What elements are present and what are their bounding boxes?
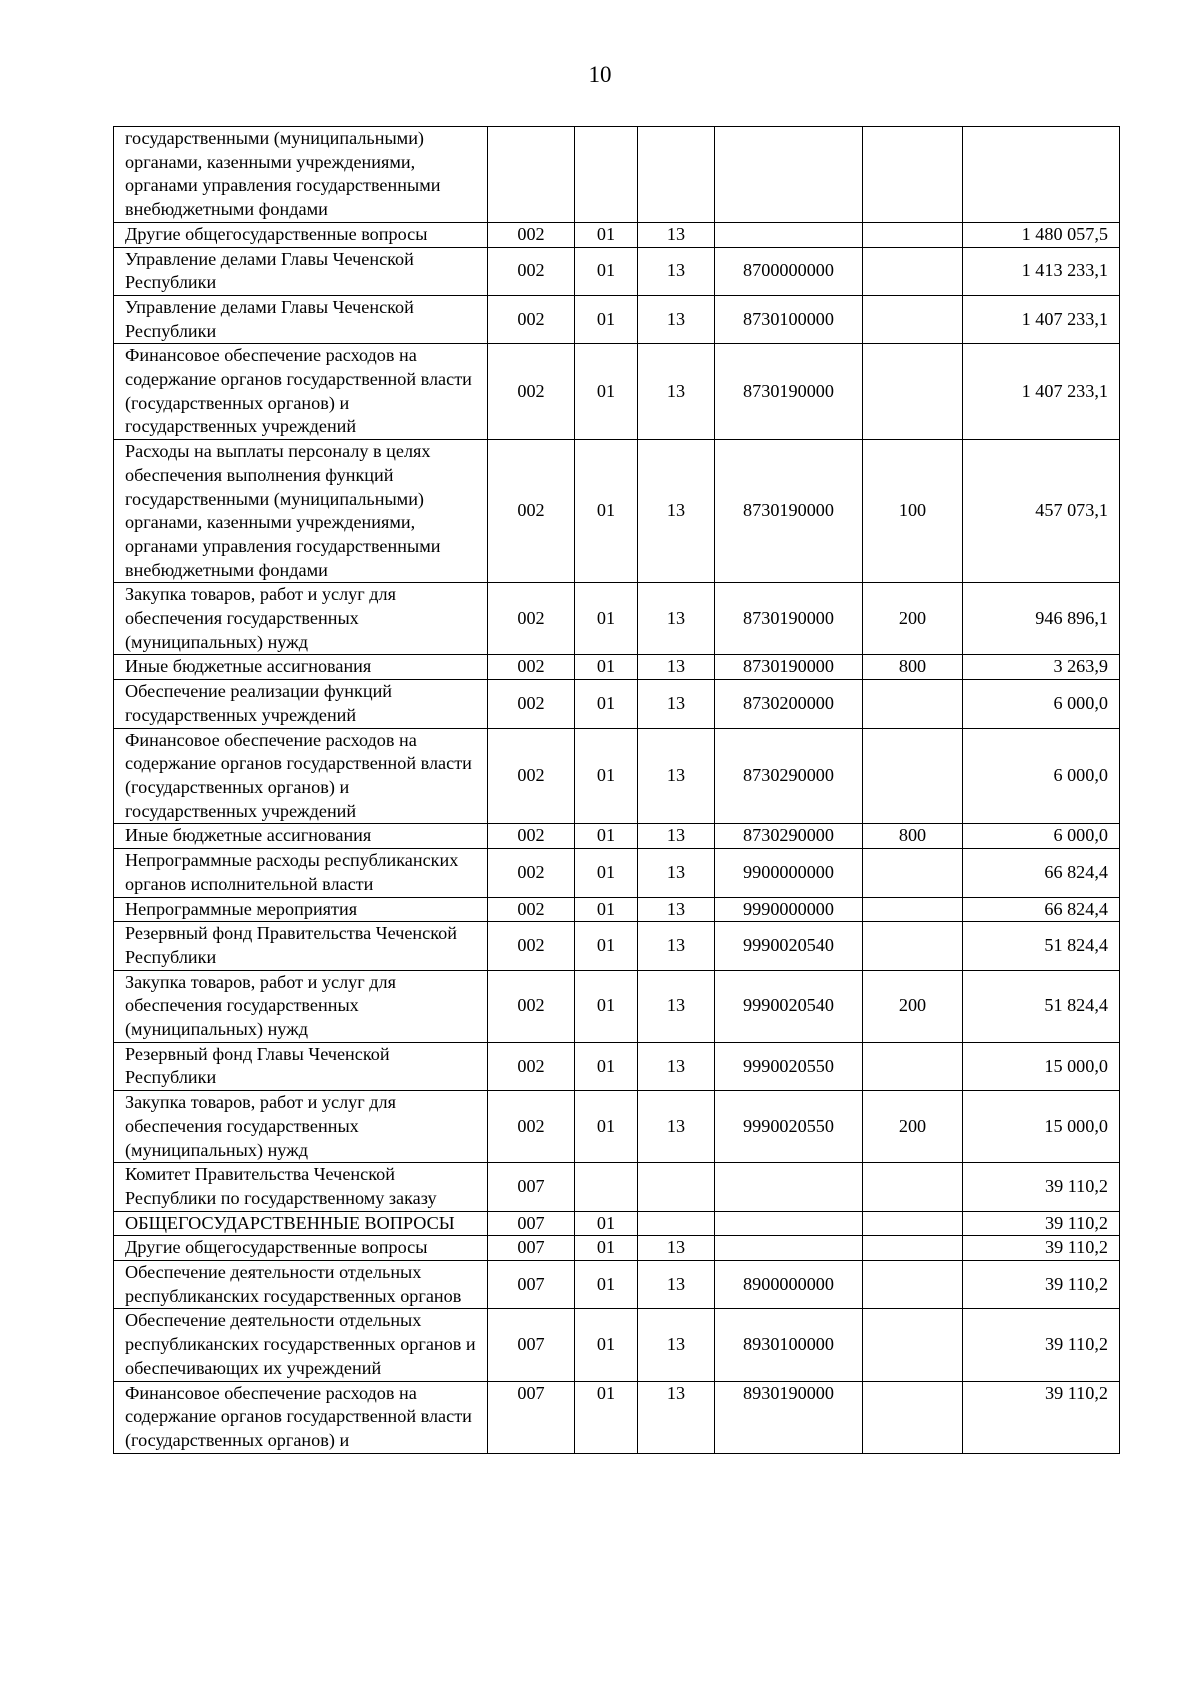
- cell-amount: 1 480 057,5: [963, 222, 1120, 247]
- cell-target-article: 8730290000: [715, 728, 863, 824]
- cell-name: Иные бюджетные ассигнования: [114, 655, 488, 680]
- cell-target-article: 8730190000: [715, 344, 863, 440]
- cell-expense-type: [863, 1042, 963, 1090]
- table-row: [114, 1042, 1120, 1090]
- cell-amount: 66 824,4: [963, 849, 1120, 897]
- cell-target-article: 9990020550: [715, 1042, 863, 1090]
- cell-subsection-code: 13: [638, 344, 715, 440]
- cell-section-code: 01: [575, 1091, 638, 1163]
- table-row: [114, 922, 1120, 970]
- cell-expense-type: [863, 1163, 963, 1211]
- table-row: [114, 1163, 1120, 1211]
- cell-section-code: 01: [575, 1042, 638, 1090]
- cell-ministry-code: 002: [488, 922, 575, 970]
- cell-expense-type: 800: [863, 655, 963, 680]
- cell-ministry-code: [488, 127, 575, 223]
- cell-ministry-code: 002: [488, 1091, 575, 1163]
- cell-expense-type: [863, 922, 963, 970]
- cell-ministry-code: 002: [488, 1042, 575, 1090]
- cell-amount: 51 824,4: [963, 970, 1120, 1042]
- table-body: [114, 127, 1120, 1454]
- cell-target-article: 8900000000: [715, 1261, 863, 1309]
- table-row: [114, 583, 1120, 655]
- cell-name: Непрограммные мероприятия: [114, 897, 488, 922]
- cell-amount: 1 407 233,1: [963, 344, 1120, 440]
- cell-ministry-code: 002: [488, 440, 575, 583]
- cell-target-article: [715, 1236, 863, 1261]
- cell-subsection-code: 13: [638, 680, 715, 728]
- cell-section-code: 01: [575, 1236, 638, 1261]
- cell-ministry-code: 002: [488, 583, 575, 655]
- cell-amount: 39 110,2: [963, 1261, 1120, 1309]
- cell-target-article: 9990000000: [715, 897, 863, 922]
- cell-target-article: 9990020550: [715, 1091, 863, 1163]
- cell-expense-type: [863, 728, 963, 824]
- table-row: [114, 344, 1120, 440]
- cell-subsection-code: 13: [638, 440, 715, 583]
- cell-target-article: 8700000000: [715, 247, 863, 295]
- cell-subsection-code: 13: [638, 897, 715, 922]
- cell-subsection-code: 13: [638, 247, 715, 295]
- cell-target-article: 8930190000: [715, 1381, 863, 1453]
- cell-name: Управление делами Главы Чеченской Республики: [114, 295, 488, 343]
- cell-name: Расходы на выплаты персоналу в целях обеспечения выполнения функций государственными (муниципальными) органами, казенными учреждениями, органами управления государственными внебюджетными фондами: [114, 440, 488, 583]
- cell-expense-type: 200: [863, 1091, 963, 1163]
- cell-expense-type: 200: [863, 583, 963, 655]
- cell-amount: 39 110,2: [963, 1309, 1120, 1381]
- cell-name: Резервный фонд Правительства Чеченской Республики: [114, 922, 488, 970]
- cell-name: Закупка товаров, работ и услуг для обеспечения государственных (муниципальных) нужд: [114, 970, 488, 1042]
- cell-subsection-code: 13: [638, 583, 715, 655]
- cell-expense-type: [863, 1261, 963, 1309]
- cell-expense-type: [863, 222, 963, 247]
- cell-amount: 946 896,1: [963, 583, 1120, 655]
- table-row: [114, 680, 1120, 728]
- table-row: [114, 295, 1120, 343]
- cell-amount: 6 000,0: [963, 680, 1120, 728]
- cell-target-article: 8730290000: [715, 824, 863, 849]
- cell-expense-type: [863, 897, 963, 922]
- cell-amount: 15 000,0: [963, 1042, 1120, 1090]
- cell-name: Иные бюджетные ассигнования: [114, 824, 488, 849]
- table-row: [114, 127, 1120, 223]
- cell-name: Управление делами Главы Чеченской Республики: [114, 247, 488, 295]
- cell-amount: 39 110,2: [963, 1381, 1120, 1453]
- cell-expense-type: [863, 344, 963, 440]
- cell-name: ОБЩЕГОСУДАРСТВЕННЫЕ ВОПРОСЫ: [114, 1211, 488, 1236]
- cell-section-code: 01: [575, 440, 638, 583]
- table-row: [114, 440, 1120, 583]
- budget-table: [113, 126, 1120, 1454]
- cell-amount: 457 073,1: [963, 440, 1120, 583]
- cell-ministry-code: 002: [488, 970, 575, 1042]
- cell-amount: 51 824,4: [963, 922, 1120, 970]
- cell-amount: 1 413 233,1: [963, 247, 1120, 295]
- table-row: [114, 1211, 1120, 1236]
- cell-subsection-code: 13: [638, 222, 715, 247]
- cell-name: Финансовое обеспечение расходов на содержание органов государственной власти (государственных органов) и: [114, 1381, 488, 1453]
- table-row: [114, 247, 1120, 295]
- cell-name: Финансовое обеспечение расходов на содержание органов государственной власти (государственных органов) и государственных учреждений: [114, 728, 488, 824]
- cell-name: государственными (муниципальными) органами, казенными учреждениями, органами управления государственными внебюджетными фондами: [114, 127, 488, 223]
- cell-subsection-code: [638, 1163, 715, 1211]
- cell-ministry-code: 007: [488, 1236, 575, 1261]
- cell-name: Обеспечение деятельности отдельных республиканских государственных органов и обеспечивающих их учреждений: [114, 1309, 488, 1381]
- cell-amount: 6 000,0: [963, 728, 1120, 824]
- cell-ministry-code: 002: [488, 728, 575, 824]
- table-row: [114, 849, 1120, 897]
- cell-amount: 39 110,2: [963, 1163, 1120, 1211]
- cell-section-code: 01: [575, 583, 638, 655]
- cell-expense-type: [863, 1236, 963, 1261]
- cell-ministry-code: 002: [488, 680, 575, 728]
- cell-expense-type: [863, 1211, 963, 1236]
- cell-expense-type: [863, 247, 963, 295]
- cell-subsection-code: 13: [638, 1309, 715, 1381]
- table-row: [114, 970, 1120, 1042]
- cell-expense-type: [863, 680, 963, 728]
- cell-target-article: 8730190000: [715, 583, 863, 655]
- cell-ministry-code: 007: [488, 1163, 575, 1211]
- cell-expense-type: 100: [863, 440, 963, 583]
- cell-name: Комитет Правительства Чеченской Республики по государственному заказу: [114, 1163, 488, 1211]
- cell-section-code: 01: [575, 222, 638, 247]
- table-row: [114, 222, 1120, 247]
- cell-expense-type: [863, 295, 963, 343]
- cell-subsection-code: 13: [638, 824, 715, 849]
- cell-expense-type: [863, 1309, 963, 1381]
- page-number: 10: [588, 62, 612, 87]
- cell-name: Финансовое обеспечение расходов на содержание органов государственной власти (государственных органов) и государственных учреждений: [114, 344, 488, 440]
- cell-amount: 6 000,0: [963, 824, 1120, 849]
- cell-subsection-code: 13: [638, 849, 715, 897]
- table-row: [114, 1261, 1120, 1309]
- cell-ministry-code: 002: [488, 247, 575, 295]
- cell-section-code: [575, 127, 638, 223]
- cell-subsection-code: 13: [638, 728, 715, 824]
- cell-amount: [963, 127, 1120, 223]
- table-row: [114, 655, 1120, 680]
- cell-subsection-code: 13: [638, 1261, 715, 1309]
- cell-ministry-code: 007: [488, 1381, 575, 1453]
- cell-ministry-code: 007: [488, 1309, 575, 1381]
- cell-expense-type: [863, 1381, 963, 1453]
- cell-target-article: 9990020540: [715, 922, 863, 970]
- cell-amount: 1 407 233,1: [963, 295, 1120, 343]
- cell-section-code: 01: [575, 897, 638, 922]
- cell-subsection-code: 13: [638, 1042, 715, 1090]
- cell-target-article: [715, 222, 863, 247]
- cell-target-article: 8730100000: [715, 295, 863, 343]
- table-row: [114, 1091, 1120, 1163]
- cell-ministry-code: 002: [488, 897, 575, 922]
- cell-name: Закупка товаров, работ и услуг для обеспечения государственных (муниципальных) нужд: [114, 1091, 488, 1163]
- cell-target-article: 9990020540: [715, 970, 863, 1042]
- cell-section-code: 01: [575, 970, 638, 1042]
- cell-section-code: 01: [575, 247, 638, 295]
- cell-subsection-code: [638, 1211, 715, 1236]
- cell-section-code: 01: [575, 1261, 638, 1309]
- cell-name: Резервный фонд Главы Чеченской Республики: [114, 1042, 488, 1090]
- cell-section-code: 01: [575, 295, 638, 343]
- cell-expense-type: 800: [863, 824, 963, 849]
- cell-section-code: 01: [575, 728, 638, 824]
- cell-name: Другие общегосударственные вопросы: [114, 1236, 488, 1261]
- table-row: [114, 824, 1120, 849]
- cell-amount: 15 000,0: [963, 1091, 1120, 1163]
- table-row: [114, 728, 1120, 824]
- cell-section-code: 01: [575, 655, 638, 680]
- cell-expense-type: [863, 127, 963, 223]
- table-row: [114, 1381, 1120, 1453]
- cell-section-code: 01: [575, 344, 638, 440]
- cell-subsection-code: 13: [638, 295, 715, 343]
- cell-ministry-code: 002: [488, 849, 575, 897]
- cell-name: Непрограммные расходы республиканских органов исполнительной власти: [114, 849, 488, 897]
- cell-ministry-code: 007: [488, 1211, 575, 1236]
- cell-subsection-code: 13: [638, 1236, 715, 1261]
- cell-section-code: 01: [575, 1381, 638, 1453]
- cell-ministry-code: 002: [488, 222, 575, 247]
- cell-section-code: 01: [575, 922, 638, 970]
- cell-amount: 3 263,9: [963, 655, 1120, 680]
- cell-subsection-code: 13: [638, 1091, 715, 1163]
- table-row: [114, 1236, 1120, 1261]
- cell-name: Обеспечение реализации функций государственных учреждений: [114, 680, 488, 728]
- cell-expense-type: 200: [863, 970, 963, 1042]
- cell-target-article: [715, 1163, 863, 1211]
- cell-ministry-code: 002: [488, 655, 575, 680]
- cell-subsection-code: [638, 127, 715, 223]
- cell-ministry-code: 002: [488, 824, 575, 849]
- cell-section-code: 01: [575, 824, 638, 849]
- cell-target-article: [715, 1211, 863, 1236]
- cell-ministry-code: 002: [488, 344, 575, 440]
- cell-subsection-code: 13: [638, 922, 715, 970]
- cell-section-code: 01: [575, 680, 638, 728]
- cell-name: Другие общегосударственные вопросы: [114, 222, 488, 247]
- cell-amount: 39 110,2: [963, 1211, 1120, 1236]
- cell-name: Обеспечение деятельности отдельных республиканских государственных органов: [114, 1261, 488, 1309]
- cell-section-code: 01: [575, 1309, 638, 1381]
- cell-subsection-code: 13: [638, 970, 715, 1042]
- table-row: [114, 1309, 1120, 1381]
- cell-target-article: 8730200000: [715, 680, 863, 728]
- cell-target-article: 8730190000: [715, 655, 863, 680]
- cell-target-article: 8930100000: [715, 1309, 863, 1381]
- cell-target-article: [715, 127, 863, 223]
- cell-section-code: 01: [575, 849, 638, 897]
- table-row: [114, 897, 1120, 922]
- cell-target-article: 8730190000: [715, 440, 863, 583]
- cell-amount: 66 824,4: [963, 897, 1120, 922]
- cell-name: Закупка товаров, работ и услуг для обеспечения государственных (муниципальных) нужд: [114, 583, 488, 655]
- cell-target-article: 9900000000: [715, 849, 863, 897]
- cell-subsection-code: 13: [638, 1381, 715, 1453]
- cell-expense-type: [863, 849, 963, 897]
- cell-subsection-code: 13: [638, 655, 715, 680]
- cell-ministry-code: 002: [488, 295, 575, 343]
- cell-amount: 39 110,2: [963, 1236, 1120, 1261]
- cell-ministry-code: 007: [488, 1261, 575, 1309]
- cell-section-code: [575, 1163, 638, 1211]
- cell-section-code: 01: [575, 1211, 638, 1236]
